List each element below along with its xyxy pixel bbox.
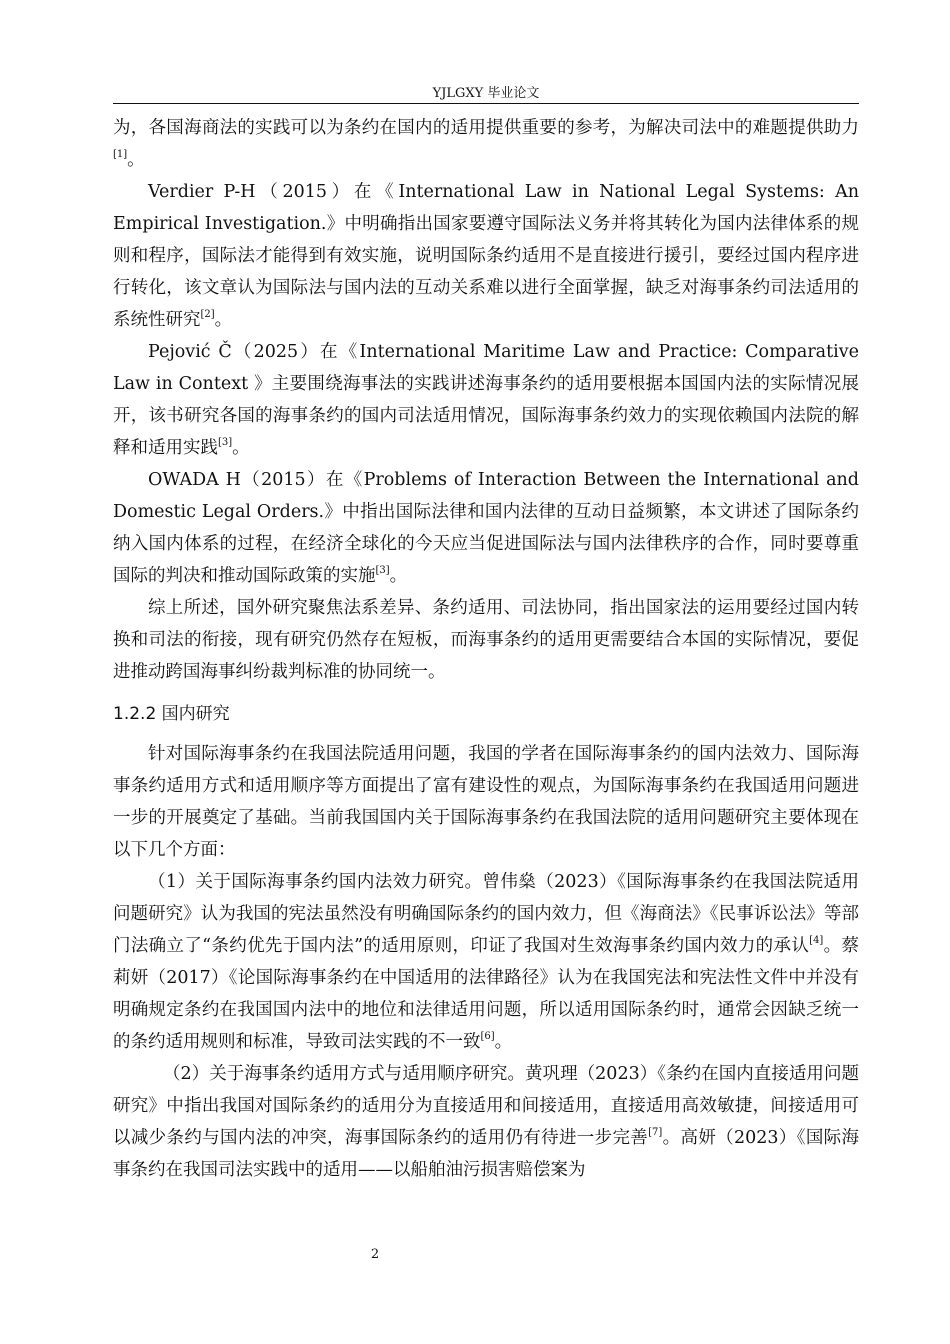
paragraph-8: （2）关于海事条约适用方式与适用顺序研究。黄巩理（2023）《条约在国内直接适用问题研究》中指出我国对国际条约的适用分为直接适用和间接适用，直接适用高效敏捷，间接适用可以减少条约与国内法的冲突，海事国际条约的适用仍有待进一步完善[7]。高妍（2023）《国际海事条约在我国司法实践中的适用——以船舶油污损害赔偿案为 <box>113 1064 859 1180</box>
citation-ref: [4] <box>809 935 824 946</box>
citation-ref: [3] <box>218 437 233 448</box>
citation-ref: [3] <box>375 565 390 576</box>
header-rule <box>113 103 859 104</box>
page-number: 2 <box>370 1247 380 1262</box>
paragraph-1: 为，各国海商法的实践可以为条约在国内的适用提供重要的参考，为解决司法中的难题提供助力[1]。 <box>113 118 859 170</box>
document-body <box>113 112 859 1186</box>
paragraph-2: Verdier P-H（2015）在《International Law in National Legal Systems: An Empirical Investigation.》中明确指出国家要遵守国际法义务并将其转化为国内法律体系的规则和程序，国际法才能得到有效实施，说明国际条约适用不是直接进行援引，要经过国内程序进行转化，该文章认为国际法与国内法的互动关系难以进行全面掌握，缺乏对海事条约司法适用的系统性研究[2]。 <box>113 182 859 330</box>
paragraph-7: （1）关于国际海事条约国内法效力研究。曾伟燊（2023）《国际海事条约在我国法院适用问题研究》认为我国的宪法虽然没有明确国际条约的国内效力，但《海商法》《民事诉讼法》等部门法确立了“条约优先于国内法”的适用原则，印证了我国对生效海事条约国内效力的承认[4]。蔡莉妍（2017）《论国际海事条约在中国适用的法律路径》认为在我国宪法和宪法性文件中并没有明确规定条约在我国国内法中的地位和法律适用问题，所以适用国际条约时，通常会因缺乏统一的条约适用规则和标准，导致司法实践的不一致[6]。 <box>113 872 860 1052</box>
paragraph-3: Pejović Č（2025）在《International Maritime Law and Practice: Comparative Law in Context 》主要围绕海事法的实践讲述海事条约的适用要根据本国国内法的实际情况展开，该书研究各国的海事条约的国内司法适用情况，国际海事条约效力的实现依赖国内法院的解释和适用实践[3]。 <box>113 342 859 458</box>
paragraph-5: 综上所述，国外研究聚焦法系差异、条约适用、司法协同，指出国家法的运用要经过国内转换和司法的衔接，现有研究仍然存在短板，而海事条约的适用更需要结合本国的实际情况，要促进推动跨国海事纠纷裁判标准的协同统一。 <box>113 598 859 682</box>
citation-ref: [1] <box>113 149 128 160</box>
paragraph-6: 针对国际海事条约在我国法院适用问题，我国的学者在国际海事条约的国内法效力、国际海事条约适用方式和适用顺序等方面提出了富有建设性的观点，为国际海事条约在我国适用问题进一步的开展奠定了基础。当前我国国内关于国际海事条约在我国法院的适用问题研究主要体现在以下几个方面： <box>113 744 859 860</box>
running-header: YJLGXY 毕业论文 <box>432 86 540 101</box>
citation-ref: [6] <box>480 1031 495 1042</box>
section-heading: 1.2.2 国内研究 <box>113 704 230 724</box>
paragraph-4: OWADA H（2015）在《Problems of Interaction Between the International and Domestic Legal Orders.》中指出国际法律和国内法律的互动日益频繁，本文讲述了国际条约纳入国内体系的过程，在经济全球化的今天应当促进国际法与国内法律秩序的合作，同时要尊重国际的判决和推动国际政策的实施[3]。 <box>113 470 859 586</box>
citation-ref: [2] <box>200 309 215 320</box>
citation-ref: [7] <box>648 1127 663 1138</box>
